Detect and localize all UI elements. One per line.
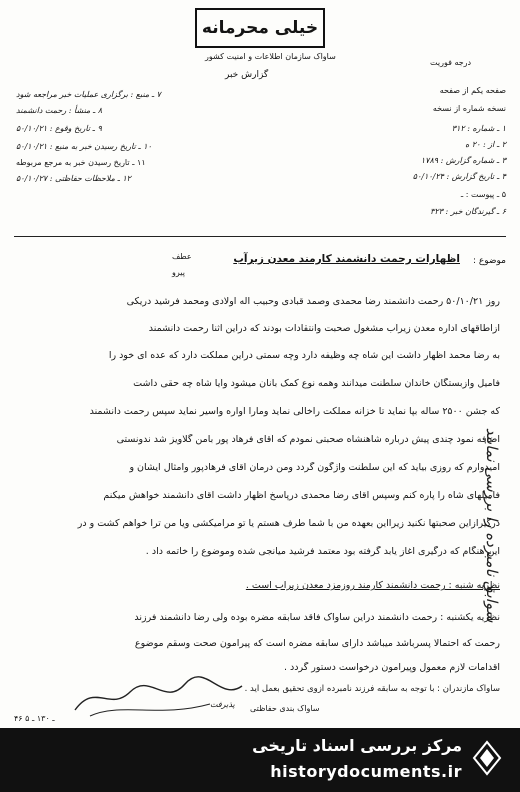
priority-label: درجه فوریت: [430, 58, 472, 67]
margin-handwritten-note: سوابق نامبرده را بررسی نمایند: [483, 427, 501, 623]
field-received-source: ۱۰ ـ تاریخ رسیدن خبر به منبع : ۵۰/۱۰/۲۱: [16, 142, 152, 151]
field-report-date: ۴ ـ تاریخ گزارش : ۵۰/۱۰/۲۴: [412, 172, 506, 181]
body-line: این هنگام که درگیری آغاز یابد گرفته بود معتمد فرشید میانجی شده وموضوع را خاتمه داد .: [145, 546, 500, 557]
field-recipients: ۶ ـ گیرندگان خبر : ۳۲۳: [430, 207, 506, 216]
header-divider: [14, 236, 506, 237]
note-line: ساواک مازندران : با توجه به سابقه فرزند نامبرده ازوی تحقیق بعمل آید .: [244, 684, 500, 694]
reference-label: عطف: [172, 252, 192, 261]
note-line: نظریه یکشنبه : رحمت دانشمند دراین ساواک فاقد سابقه مضره بوده ولی رضا دانشمند فرزند: [134, 612, 500, 623]
body-line: فامیل وازبستگان خاندان سلطنت میدانند وهمه نوع کمک بآنان میشود وآیا شاه چه حقی داشت: [133, 378, 500, 389]
watermark-url: historydocuments.ir: [270, 762, 462, 781]
body-line: به رضا محمد اظهار داشت این شاه چه وظیفه دارد وچه سمتی دراین مملکت دارد که عده ای خود را: [108, 350, 500, 361]
form-code: ۴۶ ـ ۱۳۰ ـ ۵: [14, 714, 55, 723]
field-number: ۱ ـ شماره : ۳۱۲: [451, 124, 506, 133]
field-security-notes: ۱۲ ـ ملاحظات حفاظتی : ۵۰/۱۰/۲۷: [16, 174, 131, 183]
body-line: روز ۵۰/۱۰/۲۱ رحمت دانشمند رضا محمدی وصمد قبادی وحبیب اله اولادی ومحمد فرشید دریکی: [126, 296, 500, 307]
form-label: ساواک بندی حفاظتی: [250, 704, 320, 713]
field-origin: ۸ ـ منشأ : رحمت دانشمند: [16, 106, 102, 115]
received-mark: پذیرفت: [210, 700, 235, 709]
body-line: ازاطاقهای اداره معدن زیرآب مشغول صحبت وانتقادات بودند که دراین اثنا رحمت دانشمند: [148, 323, 500, 334]
field-received-ref: ۱۱ ـ تاریخ رسیدن خبر به مرجع مربوطه: [16, 158, 146, 167]
field-source: ۷ ـ منبع : برگزاری عملیات خبر مراجعه شود: [16, 90, 161, 99]
note-line: اقدامات لازم معمول وپیرامون درخواست دستور گردد .: [283, 662, 500, 673]
body-line: امیدوارم که روزی بیاید که این سلطنت واژگون گردد ومن درمان آقای فرهادپور وامثال ایشان و: [129, 462, 500, 473]
organization-line: ساواک سازمان اطلاعات و امنیت کشور: [205, 52, 336, 61]
body-line: فامیلهای شاه را پاره کنم وسپس آقای رضا محمدی درپاسخ اظهار داشت آقای دانشمند خواهش میکنم: [103, 490, 500, 501]
watermark-title: مرکز بررسی اسناد تاریخی: [252, 736, 462, 755]
classification-title: خیلی محرمانه: [195, 8, 325, 48]
signature-scribble: [70, 672, 250, 722]
field-report-number: ۳ ـ شماره گزارش : ۱۷۸۹: [420, 156, 506, 165]
field-event-date: ۹ ـ تاریخ وقوع : ۵۰/۱۰/۲۱: [16, 124, 102, 133]
watermark-banner: [0, 728, 520, 792]
field-copy: نسخه شماره از نسخه: [432, 104, 506, 113]
report-type: گزارش خبر: [225, 70, 269, 80]
body-line: اضافه نمود چندی پیش درباره شاهنشاه صحبتی نمودم که آقای فرهاد پور بامن گلاویز شد ندونستی: [116, 434, 500, 445]
archive-logo-icon: [470, 738, 504, 778]
follow-up-label: پیرو: [172, 268, 185, 277]
note-line: نظریه شنبه : رحمت دانشمند کارمند روزمزد معدن زیرآب است .: [245, 580, 500, 591]
body-line: که جشن ۲۵۰۰ ساله بپا نماید تا خزانه مملکت راخالی نماید ومارا آواره واسیر نماید سپس رحمت دانشمند: [89, 406, 500, 417]
subject-label: موضوع :: [472, 256, 506, 266]
note-line: رحمت که احتمالا پسرباشد میباشد دارای سابقه مضره است که پیرامون صحت وسقم موضوع: [134, 638, 500, 649]
field-attachment: ۵ ـ پیوست : ـ: [460, 190, 506, 199]
field-page: صفحه یکم از صفحه: [439, 86, 506, 95]
body-line: درگیرازاین صحبتها نکنید زیرااین بعهده من با شما طرف هستم یا تو مرامیکشی ویا من ترا خواهم کشت و در: [77, 518, 500, 529]
subject-text: اظهارات رحمت دانشمند کارمند معدن زیرآب: [233, 253, 460, 265]
field-from: ۲ ـ از : ۲۰ ه: [465, 140, 506, 149]
